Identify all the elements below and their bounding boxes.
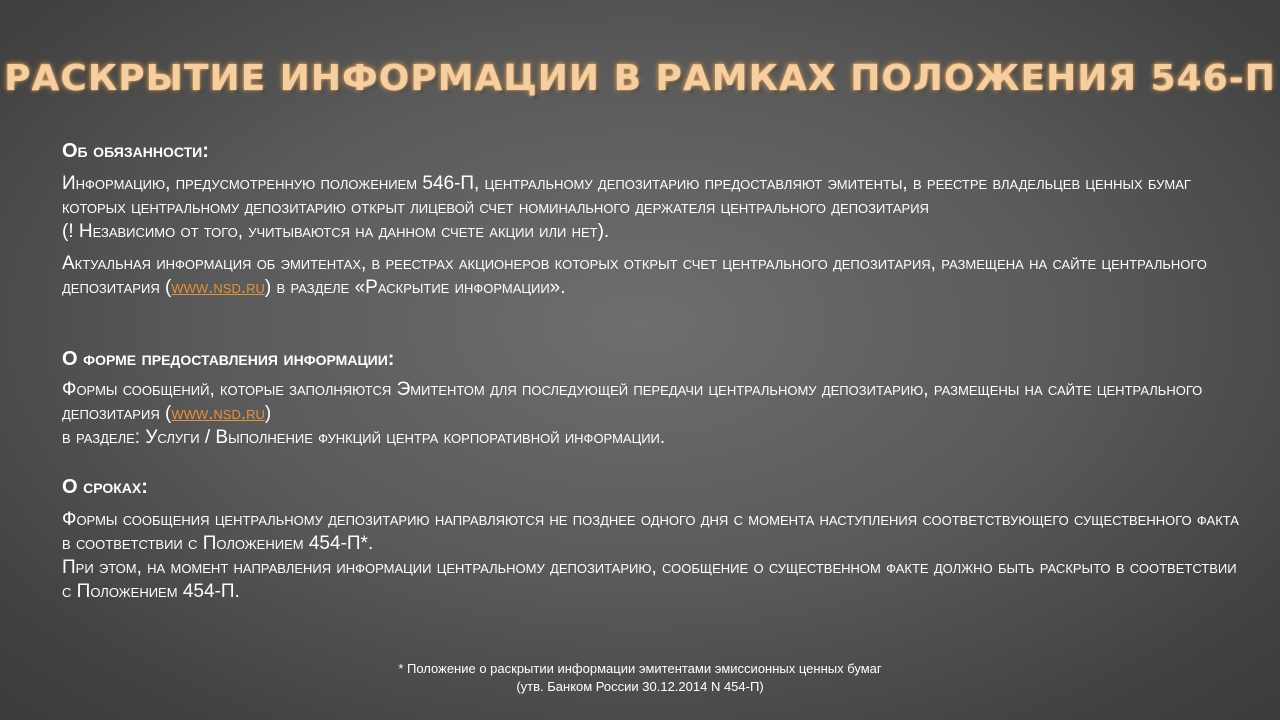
disclosure-paragraph: При этом, на момент направления информации центральному депозитарию, сообщение о существенном факте должно быть раскрыто в соответствии с Положением 454-П. <box>62 557 1237 602</box>
obligation-paragraph: Информацию, предусмотренную положением 546-П, центральному депозитарию предоставляют эмитенты, в реестре владельцев ценных бумаг которых центральному депозитарию открыт лицевой счет номинального держателя центрального депозитария <box>62 173 1191 218</box>
footnote-line-2: (утв. Банком России 30.12.2014 N 454-П) <box>516 679 764 694</box>
slide-title: РАСКРЫТИЕ ИНФОРМАЦИИ В РАМКАХ ПОЛОЖЕНИЯ 546-П <box>4 58 1276 99</box>
section-heading-form: О форме предоставления информации: <box>62 348 395 370</box>
section-heading-deadlines: О сроках: <box>62 476 148 498</box>
nsd-link-1[interactable]: www.nsd.ru <box>171 277 265 298</box>
issuer-info-text-end: ) в разделе «Раскрытие информации». <box>264 277 566 298</box>
footnote-line-1: * Положение о раскрытии информации эмитентами эмиссионных ценных бумаг <box>398 661 882 676</box>
slide-content <box>62 138 1242 604</box>
footnote <box>0 660 1280 696</box>
issuer-info-text: Актуальная информация об эмитентах, в реестрах акционеров которых открыт счет центрального депозитария, размещена на сайте центрального депозитария ( <box>62 253 1207 298</box>
form-paragraph <box>62 378 1242 426</box>
obligation-note: (! Независимо от того, учитываются на данном счете акции или нет). <box>62 221 610 242</box>
form-text-end: ) <box>264 403 272 424</box>
issuer-info-paragraph <box>62 252 1242 300</box>
deadline-paragraph: Формы сообщения центральному депозитарию направляются не позднее одного дня с момента наступления соответствующего существенного факта в соответствии с Положением 454-П*. <box>62 509 1239 554</box>
form-text: Формы сообщений, которые заполняются Эмитентом для последующей передачи центральному депозитарию, размещены на сайте центрального депозитария ( <box>62 379 1203 424</box>
nsd-link-2[interactable]: www.nsd.ru <box>171 403 265 424</box>
section-heading-obligation: Об обязанности: <box>62 140 209 162</box>
form-section-path: в разделе: Услуги / Выполнение функций центра корпоративной информации. <box>62 427 666 448</box>
